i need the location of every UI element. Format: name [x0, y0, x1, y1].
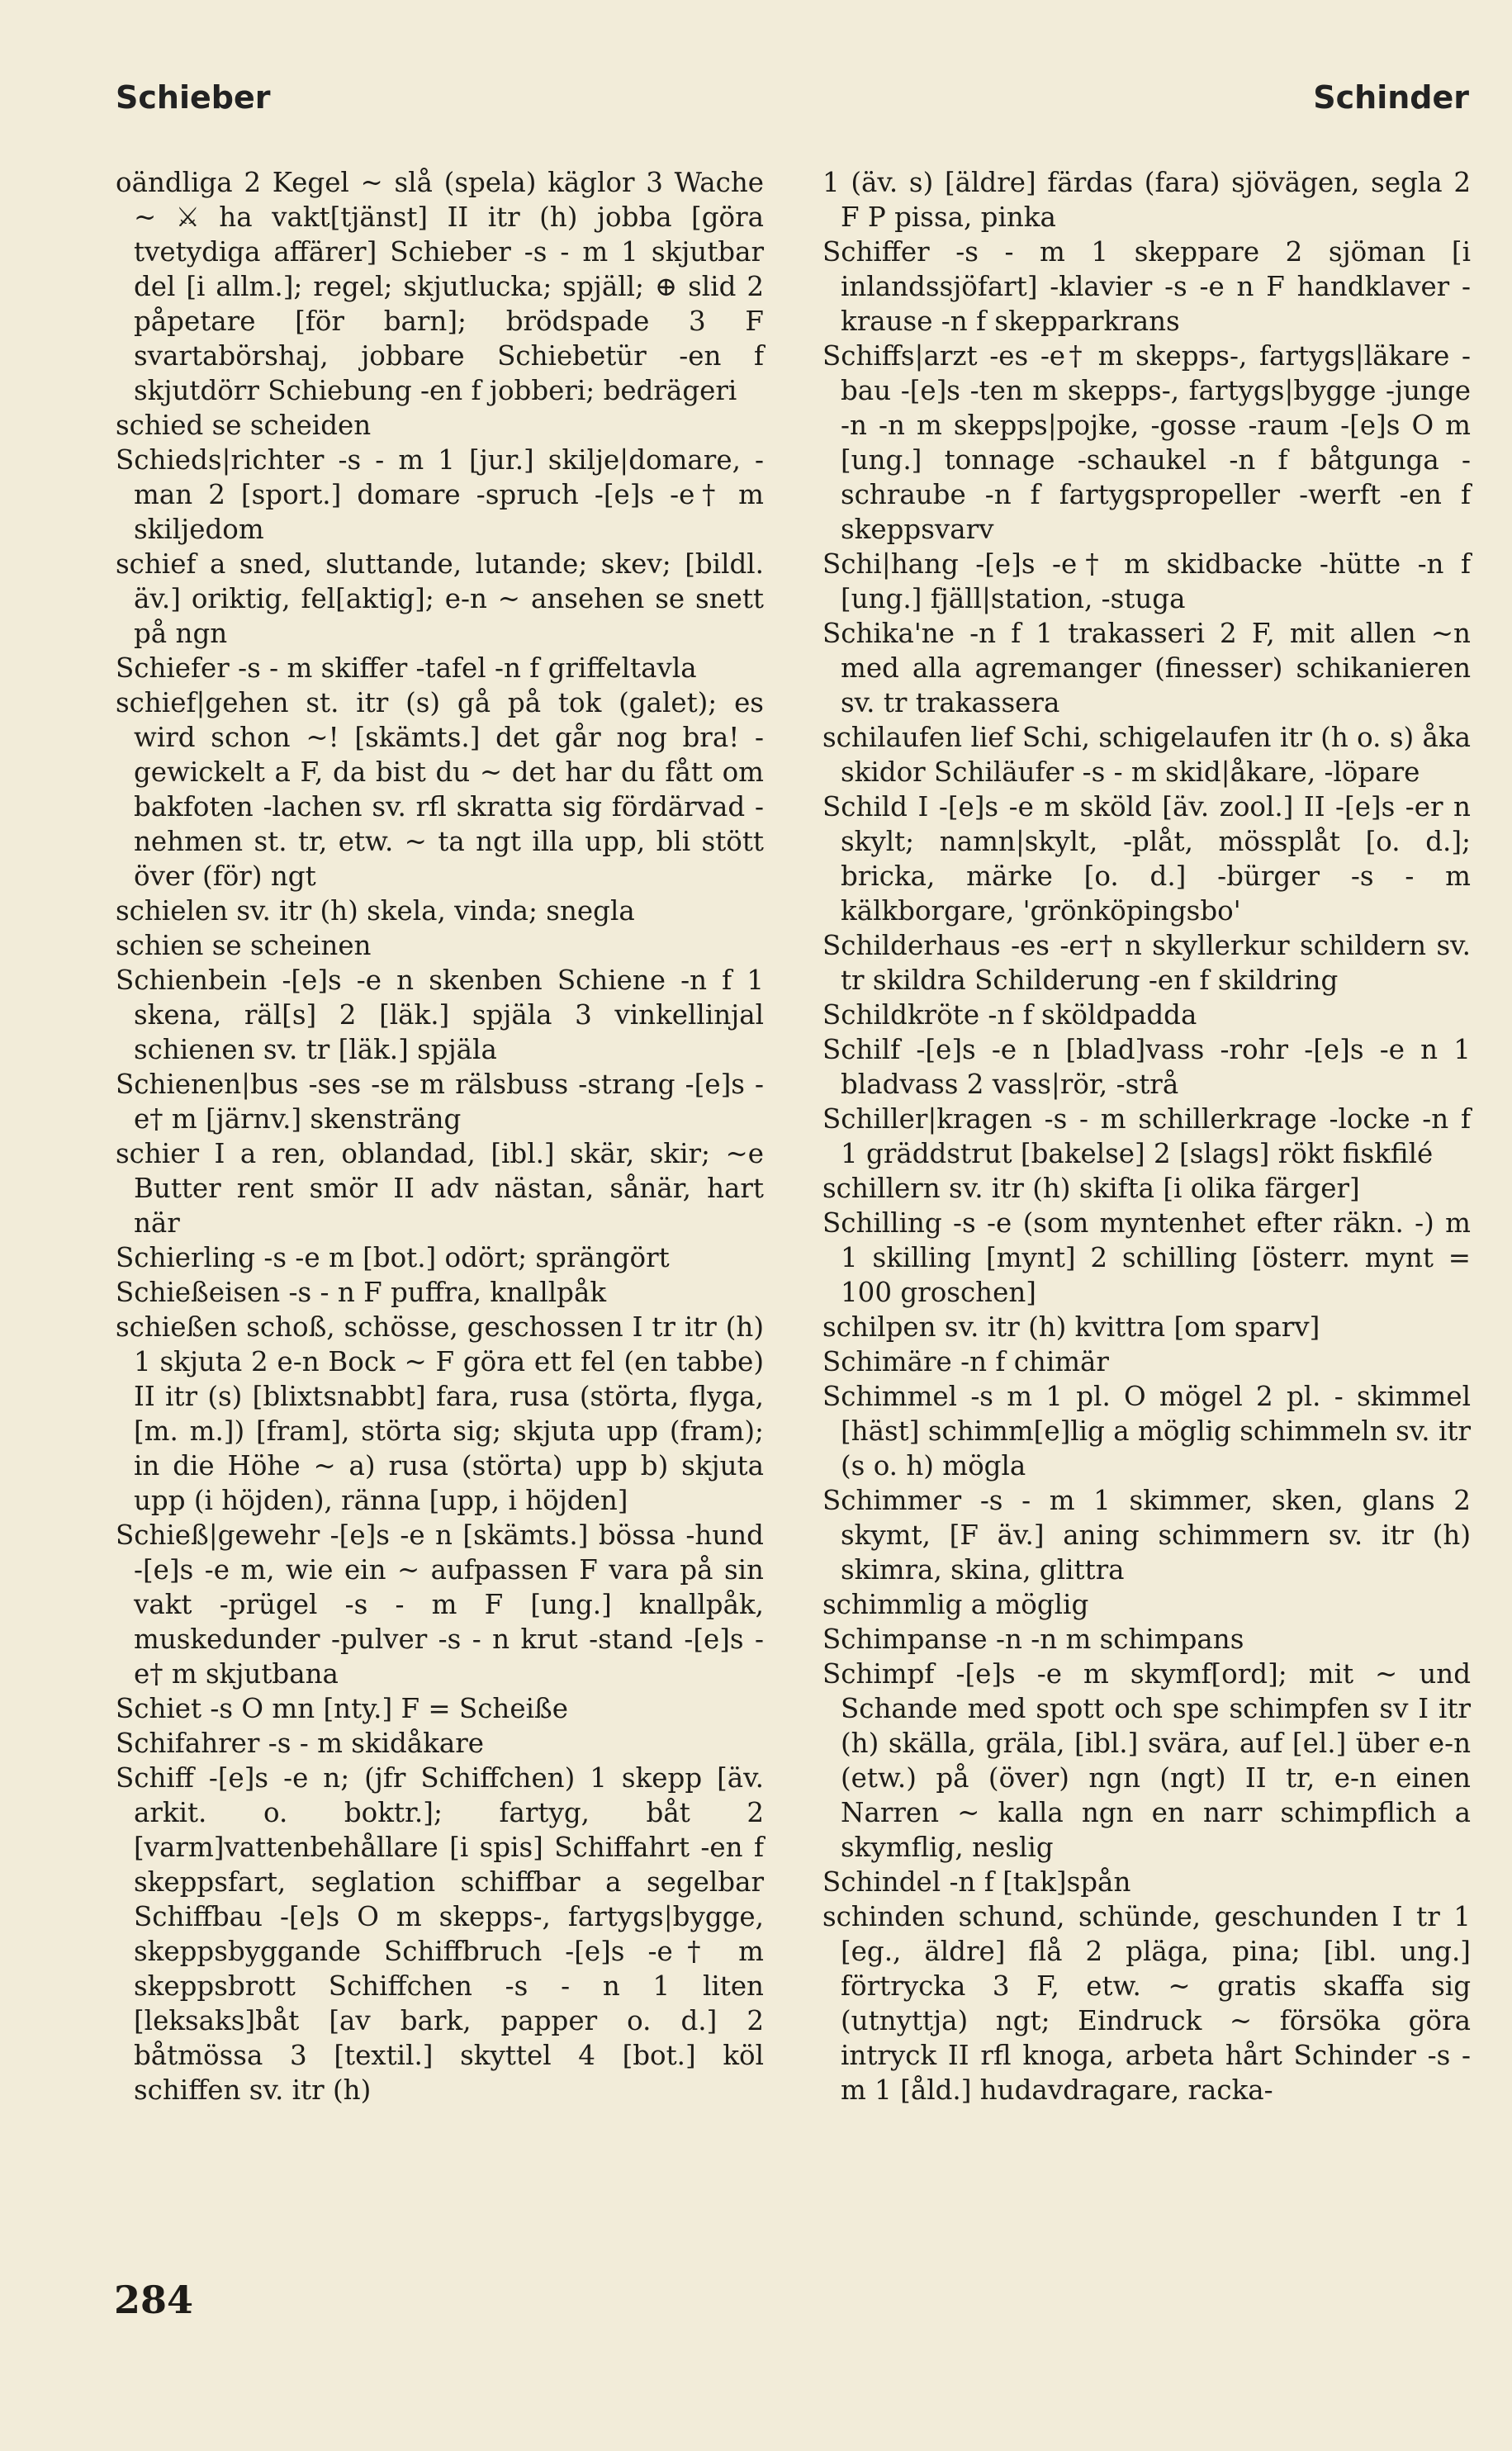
entry: Schimpanse -n -n m schimpans — [822, 1624, 1244, 1655]
entry: Schienen|bus -ses -se m rälsbuss -strang -[e]s -e† m [järnv.] skensträng — [116, 1069, 764, 1135]
entry: schimmlig a möglig — [822, 1589, 1089, 1620]
entry: Schiet -s O mn [nty.] F = Scheiße — [116, 1693, 568, 1724]
entry: Schiffer -s - m 1 skeppare 2 sjöman [i inlandssjöfart] -klavier -s -e n F handklaver -krause -n f skepparkrans — [822, 236, 1471, 337]
entry: Schießeisen -s - n F puffra, knallpåk — [116, 1277, 607, 1308]
entry: schied se scheiden — [116, 410, 372, 441]
entry: oändliga 2 Kegel ~ slå (spela) käglor 3 Wache ~ ⚔ ha vakt[tjänst] II itr (h) jobba [göra tvetydiga affärer] Schieber -s - m 1 skjutbar del [i allm.]; regel; skjutlucka; spjäll; ⊕ slid 2 påpetare [för barn]; brödspade 3 F svartabörshaj, jobbare Schiebetür -en f skjutdörr Schiebung -en f jobberi; bedrägeri — [116, 167, 764, 406]
right-column — [822, 165, 1471, 2107]
entry: Schiffs|arzt -es -e† m skepps-, fartygs|läkare -bau -[e]s -ten m skepps-, fartygs|bygge -junge -n -n m skepps|pojke, -gosse -raum -[e]s O m [ung.] tonnage -schaukel -n f båtgunga -schraube -n f fartygspropeller -werft -en f skeppsvarv — [822, 340, 1471, 545]
entry: Schimmel -s m 1 pl. O mögel 2 pl. - skimmel [häst] schimm[e]lig a möglig schimmeln sv. itr (s o. h) mögla — [822, 1381, 1471, 1482]
entry: schilpen sv. itr (h) kvittra [om sparv] — [822, 1311, 1320, 1343]
entry: Schienbein -[e]s -e n skenben Schiene -n f 1 skena, räl[s] 2 [läk.] spjäla 3 vinkellinjal schienen sv. tr [läk.] spjäla — [116, 965, 764, 1065]
entry: Schindel -n f [tak]spån — [822, 1866, 1131, 1898]
entry: Schilling -s -e (som myntenhet efter räkn. -) m 1 skilling [mynt] 2 schilling [österr. mynt = 100 groschen] — [822, 1207, 1471, 1308]
page-number: 284 — [114, 2278, 194, 2322]
entry: Schieß|gewehr -[e]s -e n [skämts.] bössa -hund -[e]s -e m, wie ein ~ aufpassen F vara på sin vakt -prügel -s - m F [ung.] knallpåk, muskedunder -pulver -s - n krut -stand -[e]s -e† m skjutbana — [116, 1519, 764, 1690]
entry: schier I a ren, oblandad, [ibl.] skär, skir; ~e Butter rent smör II adv nästan, sånär, hart när — [116, 1138, 764, 1239]
entry: Schildkröte -n f sköldpadda — [822, 999, 1197, 1031]
entry: schien se scheinen — [116, 930, 372, 961]
entry: Schilf -[e]s -e n [blad]vass -rohr -[e]s -e n 1 bladvass 2 vass|rör, -strå — [822, 1034, 1471, 1100]
entry: Schi|hang -[e]s -e† m skidbacke -hütte -n f [ung.] fjäll|station, -stuga — [822, 548, 1471, 614]
running-head-left: Schieber — [116, 79, 271, 116]
entry: Schimpf -[e]s -e m skymf[ord]; mit ~ und Schande med spott och spe schimpfen sv I itr (h) skälla, gräla, [ibl.] svära, auf [el.] über e-n (etw.) på (över) ngn (ngt) II tr, e-n einen Narren ~ kalla ngn en narr schimpflich a skymflig, neslig — [822, 1658, 1471, 1863]
entry: Schieds|richter -s - m 1 [jur.] skilje|domare, -man 2 [sport.] domare -spruch -[e]s -e† m skiljedom — [116, 444, 764, 545]
entry: Schiefer -s - m skiffer -tafel -n f griffeltavla — [116, 652, 697, 684]
entry: Schika'ne -n f 1 trakasseri 2 F, mit allen ~n med alla agremanger (finesser) schikanieren sv. tr trakassera — [822, 618, 1471, 718]
running-head-right: Schinder — [1313, 79, 1469, 116]
entry: schief a sned, sluttande, lutande; skev; [bildl. äv.] oriktig, fel[aktig]; e-n ~ ansehen se snett på ngn — [116, 548, 764, 649]
entry: Schilderhaus -es -er† n skyllerkur schildern sv. tr skildra Schilderung -en f skildring — [822, 930, 1471, 996]
entry: 1 (äv. s) [äldre] färdas (fara) sjövägen, segla 2 F P pissa, pinka — [822, 167, 1471, 233]
entry: schielen sv. itr (h) skela, vinda; snegla — [116, 895, 635, 927]
entry: Schimäre -n f chimär — [822, 1346, 1109, 1377]
entry: schilaufen lief Schi, schigelaufen itr (h o. s) åka skidor Schiläufer -s - m skid|åkare, -löpare — [822, 722, 1471, 788]
entry: schillern sv. itr (h) skifta [i olika färger] — [822, 1173, 1360, 1204]
entry: Schifahrer -s - m skidåkare — [116, 1728, 485, 1759]
entry: Schierling -s -e m [bot.] odört; sprängört — [116, 1242, 670, 1273]
entry: Schild I -[e]s -e m sköld [äv. zool.] II -[e]s -er n skylt; namn|skylt, -plåt, mössplåt [o. d.]; bricka, märke [o. d.] -bürger -s - m kälkborgare, 'grönköpingsbo' — [822, 791, 1471, 927]
entry: schießen schoß, schösse, geschossen I tr itr (h) 1 skjuta 2 e-n Bock ~ F göra ett fel (en tabbe) II itr (s) [blixtsnabbt] fara, rusa (störta, flyga, [m. m.]) [fram], störta sig; skjuta upp (fram); in die Höhe ~ a) rusa (störta) upp b) skjuta upp (i höjden), ränna [upp, i höjden] — [116, 1311, 764, 1516]
entry: Schimmer -s - m 1 skimmer, sken, glans 2 skymt, [F äv.] aning schimmern sv. itr (h) skimra, skina, glittra — [822, 1485, 1471, 1586]
entry: schief|gehen st. itr (s) gå på tok (galet); es wird schon ~! [skämts.] det går nog bra! -gewickelt a F, da bist du ~ det har du fått om bakfoten -lachen sv. rfl skratta sig fördärvad -nehmen st. tr, etw. ~ ta ngt illa upp, bli stött över (för) ngt — [116, 687, 764, 892]
entry: Schiller|kragen -s - m schillerkrage -locke -n f 1 gräddstrut [bakelse] 2 [slags] rökt fiskfilé — [822, 1103, 1471, 1169]
entry: schinden schund, schünde, geschunden I tr 1 [eg., äldre] flå 2 pläga, pina; [ibl. ung.] förtrycka 3 F, etw. ~ gratis skaffa sig (utnyttja) ngt; Eindruck ~ försöka göra intryck II rfl knoga, arbeta hårt Schinder -s - m 1 [åld.] hudavdragare, racka- — [822, 1901, 1471, 2106]
entry: Schiff -[e]s -e n; (jfr Schiffchen) 1 skepp [äv. arkit. o. boktr.]; fartyg, båt 2 [varm]vattenbehållare [i spis] Schiffahrt -en f skeppsfart, seglation schiffbar a segelbar Schiffbau -[e]s O m skepps-, fartygs|bygge, skeppsbyggande Schiffbruch -[e]s -e† m skeppsbrott Schiffchen -s - n 1 liten [leksaks]båt [av bark, papper o. d.] 2 båtmössa 3 [textil.] skyttel 4 [bot.] köl schiffen sv. itr (h) — [116, 1762, 764, 2106]
left-column — [116, 165, 764, 2107]
